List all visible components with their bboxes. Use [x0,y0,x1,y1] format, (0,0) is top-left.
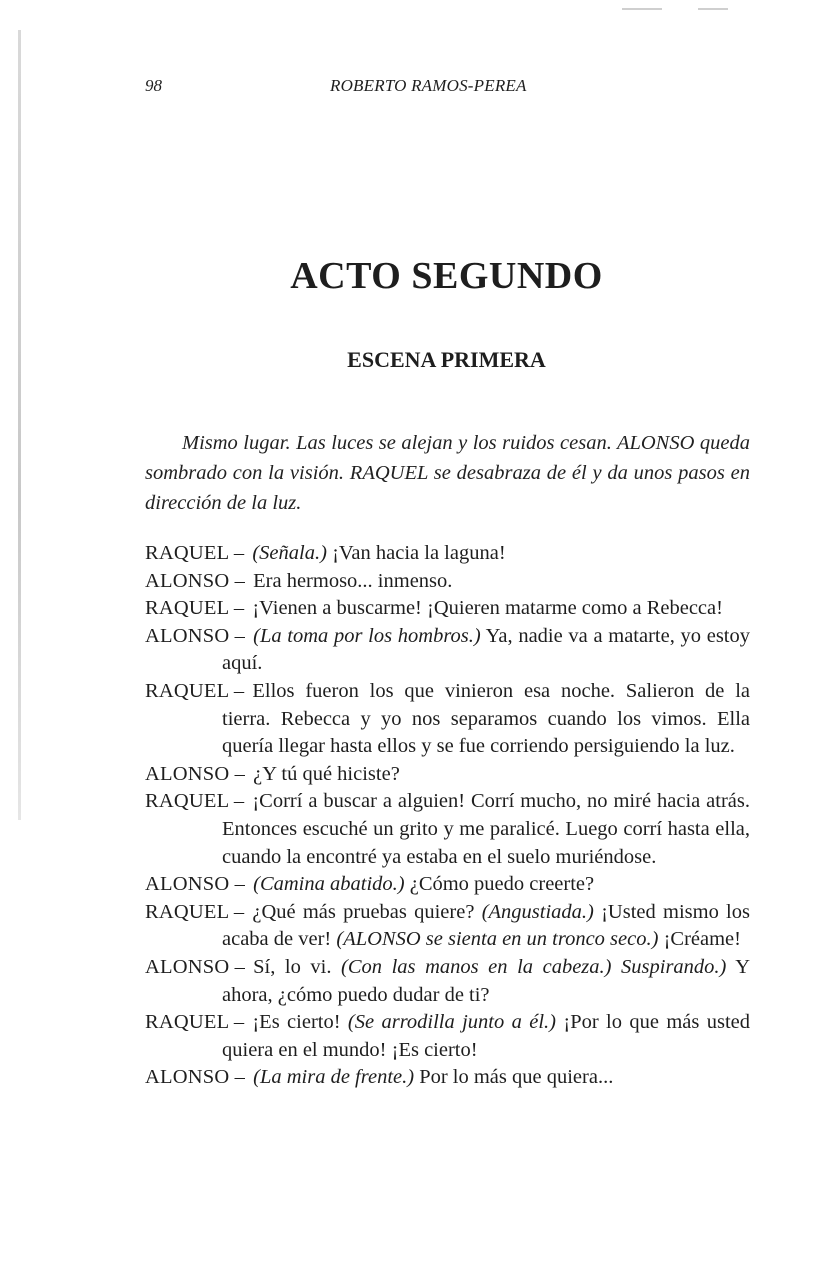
speech-fragment: ¿Y tú qué hiciste? [253,762,400,785]
dialogue-line [145,1009,750,1064]
page-number: 98 [145,76,162,95]
speaker-name: ALONSO – [145,569,246,592]
dialogue-line [145,595,750,623]
stage-note: (Señala.) [252,542,327,564]
scan-artifact [622,8,662,10]
speech-fragment: ¡Vienen a buscarme! ¡Quieren matarme como a Rebecca! [252,597,723,620]
dialogue-line [145,623,750,678]
stage-note: (Con las manos en la cabeza.) Suspirando.) [341,955,727,978]
speech-fragment: ¡Créame! [658,928,741,951]
speaker-name: ALONSO – [145,624,246,647]
speech-fragment: ¡Es cierto! [252,1011,348,1034]
dialogue-line [145,568,750,596]
dialogue-line [145,678,750,761]
speech-fragment: Por lo más que quiera... [414,1066,614,1089]
dialogue-line [145,871,750,899]
scan-artifact [698,8,728,10]
speaker-name: ALONSO – [145,873,246,896]
dialogue-line [145,1064,750,1092]
scene-title: ESCENA PRIMERA [347,347,546,372]
speech-fragment: ¡Por lo que más usted quiera en el mundo! ¡Es cierto! [222,1011,750,1061]
speaker-name: RAQUEL – [145,900,245,923]
stage-note: (Camina abatido.) [253,873,405,896]
speaker-name: ALONSO – [145,955,246,978]
stage-note: (La toma por los hombros.) [253,624,481,647]
speaker-name: RAQUEL – [145,790,245,813]
dialogue [145,540,750,1092]
stage-note: (La mira de frente.) [253,1066,415,1089]
dialogue-line [145,954,750,1009]
speech-fragment: ¡Van hacia la laguna! [326,542,506,564]
speaker-name: ALONSO – [145,762,246,785]
running-header [145,76,750,102]
speech-fragment: Y ahora, ¿cómo puedo dudar de ti? [222,955,750,1006]
stage-note: (Se arrodilla junto a él.) [347,1011,556,1034]
stage-note: (Angustiada.) [481,900,594,923]
dialogue-line [145,540,750,568]
speech-fragment: ¡Usted mismo los acaba de ver! [222,900,750,951]
speech-fragment: Ya, nadie va a matarte, yo estoy aquí. [222,624,750,675]
speech-fragment: Ellos fueron los que vinieron esa noche. Salieron de la tierra. Rebecca y yo nos separamos cuando los vimos. Ella quería llegar hasta ellos y se fue corriendo persiguiendo la luz. [222,679,750,758]
speech-fragment: ¿Qué más pruebas quiere? [252,900,482,923]
stage-direction: Mismo lugar. Las luces se alejan y los ruidos cesan. ALONSO queda sombrado con la visión. RAQUEL se desabraza de él y da unos pasos en dirección de la luz. [145,432,750,514]
act-title: ACTO SEGUNDO [290,255,603,297]
speaker-name: RAQUEL – [145,597,245,620]
dialogue-line [145,899,750,954]
speaker-name: RAQUEL – [145,1011,245,1034]
speaker-name: RAQUEL – [145,542,245,564]
speaker-name: ALONSO – [145,1066,246,1089]
page-gutter-shadow [18,30,21,820]
speech-fragment: Sí, lo vi. [253,955,342,978]
dialogue-line [145,788,750,871]
speech-fragment: Era hermoso... inmenso. [253,569,453,592]
speaker-name: RAQUEL – [145,679,245,702]
stage-note: (ALONSO se sienta en un tronco seco.) [336,928,659,951]
speech-fragment: ¿Cómo puedo creerte? [404,873,595,896]
speech-fragment: ¡Corrí a buscar a alguien! Corrí mucho, no miré hacia atrás. Entonces escuché un grito y me paralicé. Luego corrí hasta ella, cuando la encontré ya estaba en el suelo muriéndose. [222,790,750,868]
dialogue-line [145,761,750,789]
running-title: ROBERTO RAMOS-PEREA [330,76,527,95]
